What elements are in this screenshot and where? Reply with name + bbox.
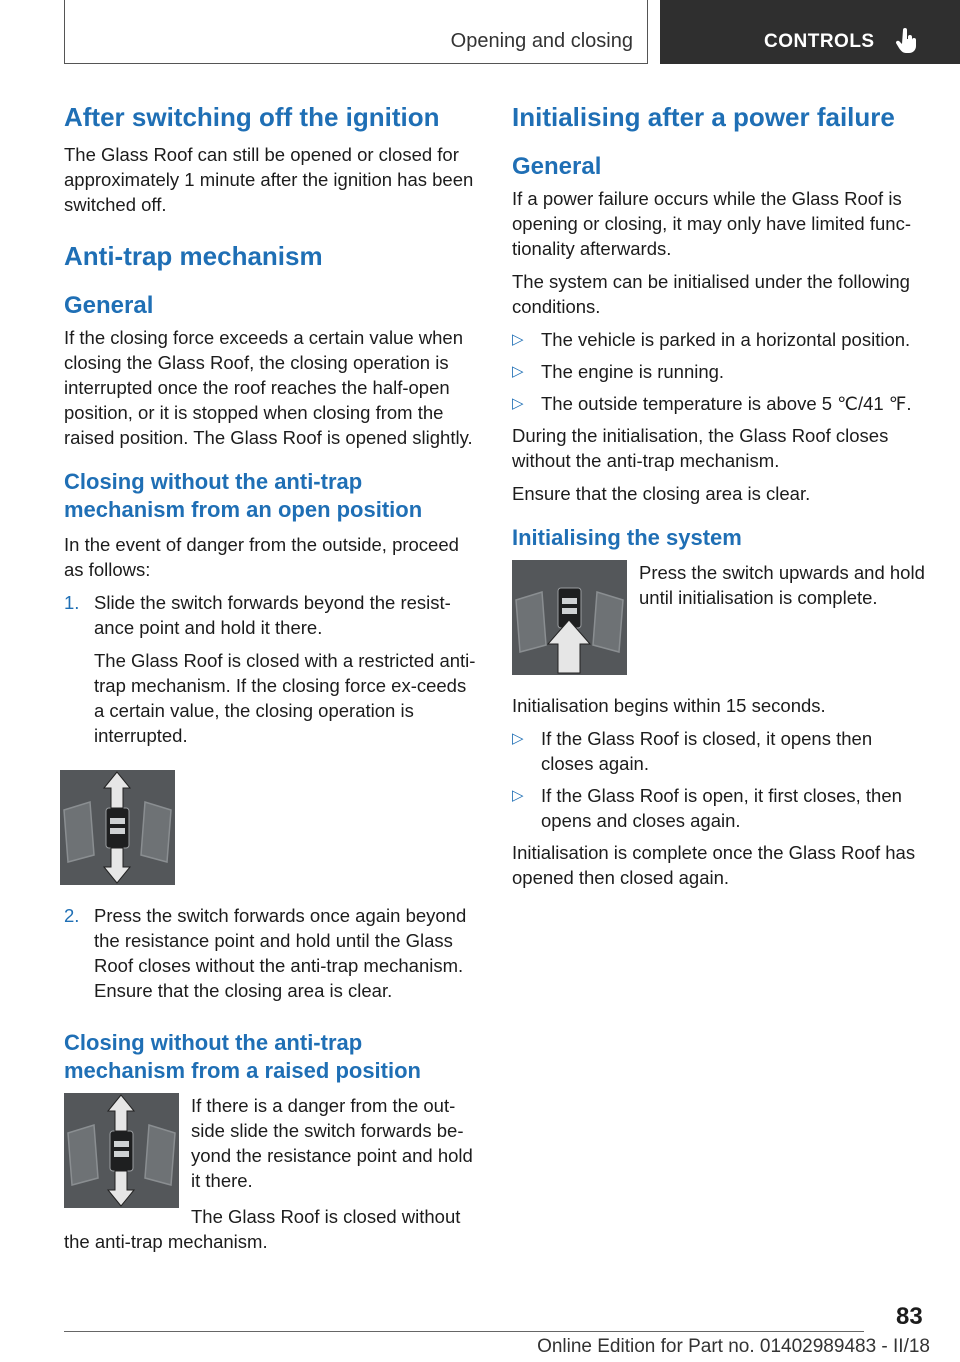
heading-closing-raised: Closing without the anti-trap mechanism from a raised position	[64, 1030, 421, 1083]
paragraph-complete: Initialisation is complete once the Glass Roof has opened then closed again.	[512, 842, 916, 888]
paragraph-power-failure: If a power failure occurs while the Glass Roof is opening or closing, it may only have limited func-tionality afterwards.	[512, 188, 911, 259]
heading-general: General	[64, 292, 154, 319]
triangle-bullet-icon: ▷	[512, 730, 524, 747]
list-item: ▷ The outside temperature is above 5 ℃/41 ℉.	[512, 393, 912, 414]
list-item: ▷ If the Glass Roof is closed, it opens then closes again.	[512, 728, 873, 774]
step-text: Press the switch forwards once again beyond the resistance point and hold until the Glass Roof closes without the anti-trap mechanism. Ensure that the closing area is clear.	[94, 905, 467, 1001]
list-item: ▷ The engine is running.	[512, 361, 725, 382]
step-text: Slide the switch forwards beyond the resist-ance point and hold it there.	[94, 592, 451, 638]
triangle-bullet-icon: ▷	[512, 787, 524, 804]
heading-after-ignition: After switching off the ignition	[64, 102, 440, 132]
heading-closing-open: Closing without the anti-trap mechanism from an open position	[64, 469, 423, 522]
triangle-bullet-icon: ▷	[512, 363, 524, 380]
chapter-title: CONTROLS	[764, 31, 875, 52]
paragraph-raised-result: The Glass Roof is closed without the anti-trap mechanism.	[64, 1206, 461, 1252]
heading-anti-trap: Anti-trap mechanism	[64, 241, 323, 271]
triangle-bullet-icon: ▷	[512, 331, 524, 348]
heading-initialising: Initialising after a power failure	[512, 102, 895, 132]
paragraph-press-switch: Press the switch upwards and hold until initialisation is complete.	[639, 562, 925, 608]
left-column	[64, 100, 480, 1262]
paragraph-during: During the initialisation, the Glass Roof closes without the anti-trap mechanism.	[512, 425, 889, 471]
hand-pointer-icon	[896, 28, 918, 54]
paragraph-begins: Initialisation begins within 15 seconds.	[512, 695, 826, 716]
paragraph-ensure: Ensure that the closing area is clear.	[512, 483, 811, 504]
step-extra: The Glass Roof is closed with a restricted anti-trap mechanism. If the closing force ex-ceeds a certain value, the closing operation is interrupted.	[94, 650, 476, 746]
step-number: 2.	[64, 905, 80, 926]
footer-edition: Online Edition for Part no. 01402989483 - II/18	[537, 1336, 930, 1357]
page-number: 83	[896, 1303, 923, 1330]
triangle-bullet-icon: ▷	[512, 395, 524, 412]
paragraph-general: If the closing force exceeds a certain value when closing the Glass Roof, the closing operation is interrupted once the roof reaches the half-open position, or it is stopped when closing from the raised position. The Glass Roof is opened slightly.	[64, 327, 473, 448]
switch-figure-up	[512, 560, 627, 675]
switch-figure-raised	[64, 1093, 179, 1208]
heading-general-right: General	[512, 153, 602, 180]
footer-divider	[64, 1331, 864, 1332]
paragraph-conditions: The system can be initialised under the following conditions.	[512, 271, 910, 317]
paragraph-raised: If there is a danger from the out-side slide the switch forwards be-yond the resistance point and hold it there.	[191, 1095, 473, 1191]
paragraph-after-ignition: The Glass Roof can still be opened or closed for approximately 1 minute after the ignition has been switched off.	[64, 144, 474, 215]
chapter-tab	[660, 0, 960, 64]
section-title: Opening and closing	[450, 30, 633, 52]
step-1	[64, 590, 480, 756]
switch-figure-forward	[60, 770, 175, 885]
list-item: ▷ If the Glass Roof is open, it first closes, then opens and closes again.	[512, 785, 902, 831]
step-number: 1.	[64, 592, 80, 613]
paragraph-closing-open: In the event of danger from the outside, proceed as follows:	[64, 534, 459, 580]
step-2	[64, 903, 480, 1011]
heading-init-system: Initialising the system	[512, 525, 742, 550]
header-section-box	[64, 0, 648, 64]
list-item: ▷ The vehicle is parked in a horizontal position.	[512, 329, 911, 350]
right-column	[512, 100, 928, 898]
